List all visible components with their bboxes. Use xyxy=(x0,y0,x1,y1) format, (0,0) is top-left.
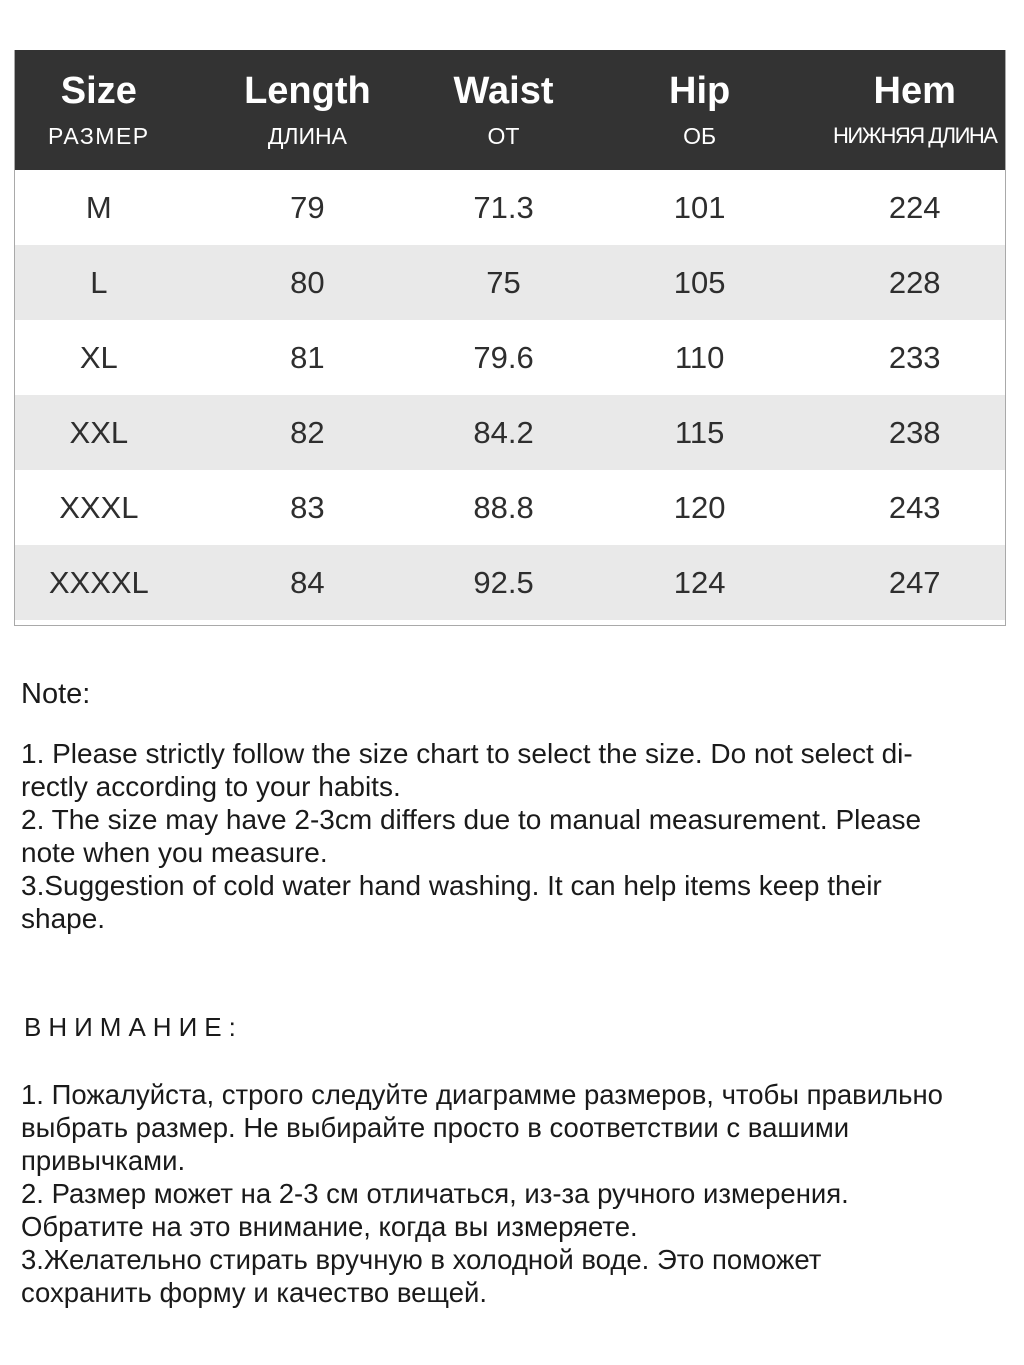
header-waist-ru: ОТ xyxy=(487,123,520,149)
header-hip xyxy=(575,50,825,170)
header-length-ru: ДЛИНА xyxy=(267,123,347,149)
cell-hem: 233 xyxy=(888,339,941,375)
cell-hem: 238 xyxy=(888,414,941,450)
cell-size: XXL xyxy=(69,414,129,450)
cell-waist: 79.6 xyxy=(473,339,534,375)
header-length xyxy=(183,50,433,170)
cell-waist: 92.5 xyxy=(473,564,534,600)
header-waist-en: Waist xyxy=(453,70,554,112)
header-hip-ru: ОБ xyxy=(683,123,717,149)
table-row xyxy=(15,170,1005,245)
table-row xyxy=(15,245,1005,320)
cell-waist: 88.8 xyxy=(473,489,534,525)
note-line: 2. The size may have 2-3cm differs due to manual measurement. Please xyxy=(21,804,922,835)
cell-hip: 101 xyxy=(673,189,726,225)
table-row xyxy=(15,545,1005,620)
cell-hip: 115 xyxy=(674,414,725,450)
note-russian xyxy=(21,1078,1011,1309)
cell-waist: 84.2 xyxy=(473,414,534,450)
header-hip-en: Hip xyxy=(669,70,731,112)
header-size xyxy=(15,50,183,170)
note-line: shape. xyxy=(21,903,106,934)
note-line: note when you measure. xyxy=(21,837,328,868)
cell-size: XL xyxy=(79,339,118,375)
note-line-ru: сохранить форму и качество вещей. xyxy=(21,1277,488,1308)
cell-hem: 224 xyxy=(888,189,941,225)
header-hem-ru: НИЖНЯЯ ДЛИНА xyxy=(832,123,997,148)
cell-length: 82 xyxy=(290,414,325,450)
note-line-ru: 3.Желательно стирать вручную в холодной воде. Это поможет xyxy=(21,1244,822,1275)
header-waist xyxy=(432,50,575,170)
table-header xyxy=(15,50,1005,170)
cell-size: M xyxy=(85,189,112,225)
cell-length: 84 xyxy=(290,564,325,600)
cell-hip: 124 xyxy=(673,564,726,600)
cell-hem: 247 xyxy=(888,564,941,600)
cell-hem: 243 xyxy=(888,489,941,525)
table-row xyxy=(15,395,1005,470)
note-line-ru: выбрать размер. Не выбирайте просто в соответствии с вашими xyxy=(21,1112,850,1143)
cell-size: XXXL xyxy=(59,489,139,525)
cell-length: 83 xyxy=(290,489,325,525)
table-row xyxy=(15,320,1005,395)
header-size-en: Size xyxy=(60,70,137,112)
note-line-ru: 1. Пожалуйста, строго следуйте диаграмме размеров, чтобы правильно xyxy=(21,1079,943,1110)
note-line: 3.Suggestion of cold water hand washing. It can help items keep their xyxy=(21,870,882,901)
note-line: 1. Please strictly follow the size chart to select the size. Do not select di- xyxy=(21,738,913,769)
header-length-en: Length xyxy=(244,70,371,112)
table-row xyxy=(15,470,1005,545)
cell-hip: 105 xyxy=(673,264,726,300)
note-line: rectly according to your habits. xyxy=(21,771,401,802)
cell-hem: 228 xyxy=(888,264,941,300)
cell-hip: 120 xyxy=(673,489,726,525)
note-title: Note: xyxy=(21,678,91,710)
cell-length: 79 xyxy=(290,189,325,225)
cell-waist: 71.3 xyxy=(473,189,534,225)
cell-size: L xyxy=(90,264,108,300)
cell-length: 81 xyxy=(290,339,325,375)
cell-hip: 110 xyxy=(674,339,725,375)
cell-size: XXXXL xyxy=(48,564,149,600)
note-line-ru: привычками. xyxy=(21,1145,186,1176)
note-line-ru: Обратите на это внимание, когда вы измеряете. xyxy=(21,1211,638,1242)
size-chart-table xyxy=(14,50,1006,626)
cell-waist: 75 xyxy=(486,264,521,300)
header-hem xyxy=(824,50,1005,170)
note-english xyxy=(21,678,1001,935)
cell-length: 80 xyxy=(290,264,325,300)
header-size-ru: РАЗМЕР xyxy=(48,123,150,149)
header-hem-en: Hem xyxy=(873,70,956,112)
note-title-russian: ВНИМАНИЕ: xyxy=(24,1012,243,1042)
note-line-ru: 2. Размер может на 2-3 см отличаться, из-за ручного измерения. xyxy=(21,1178,849,1209)
